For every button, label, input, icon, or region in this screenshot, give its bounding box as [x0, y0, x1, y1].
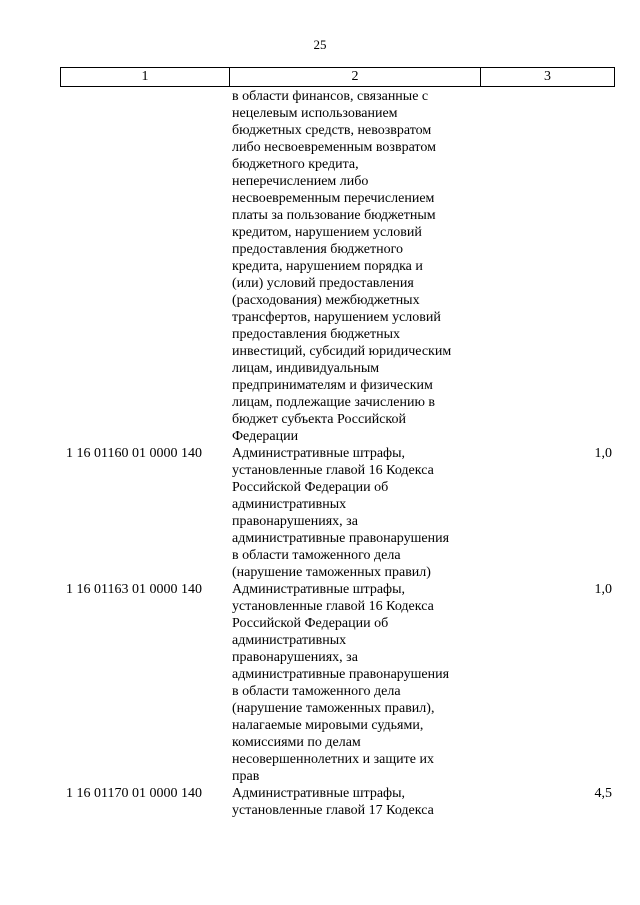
description-line: в области финансов, связанные с	[232, 89, 429, 104]
table-row	[60, 88, 615, 445]
description-line: предпринимателям и физическим	[232, 378, 433, 393]
description-line: Российской Федерации об	[232, 616, 389, 631]
description-line: (нарушение таможенных правил)	[232, 565, 431, 580]
row-value: 1,0	[594, 446, 612, 461]
row-value: 1,0	[594, 582, 612, 597]
description-line: бюджетных средств, невозвратом	[232, 123, 432, 138]
description-line: предоставления бюджетных	[232, 327, 400, 342]
description-line: несвоевременным перечислением	[232, 191, 435, 206]
table-body	[60, 88, 615, 819]
row-code	[60, 88, 229, 445]
description-line: административные правонарушения	[232, 531, 450, 546]
page-number: 25	[313, 37, 327, 52]
description-line: предоставления бюджетного	[232, 242, 403, 257]
table-header	[60, 67, 615, 87]
description-line: установленные главой 17 Кодекса	[232, 803, 434, 818]
description-line: Российской Федерации об	[232, 480, 389, 495]
row-code: 1 16 01160 01 0000 140	[66, 446, 202, 461]
description-line: Административные штрафы,	[232, 582, 406, 597]
description-line: Административные штрафы,	[232, 446, 406, 461]
row-value: 4,5	[594, 786, 612, 801]
description-line: правонарушениях, за	[232, 650, 358, 665]
description-line: инвестиций, субсидий юридическим	[232, 344, 452, 359]
description-line: административные правонарушения	[232, 667, 450, 682]
header-col-2: 2	[230, 68, 481, 86]
description-line: несовершеннолетних и защите их	[232, 752, 434, 767]
row-description	[229, 445, 480, 581]
description-line: бюджет субъекта Российской	[232, 412, 407, 427]
header-col-3: 3	[544, 69, 551, 84]
description-line: либо несвоевременным возвратом	[232, 140, 436, 155]
row-description	[229, 785, 480, 819]
row-value	[480, 88, 615, 445]
description-line: Федерации	[232, 429, 299, 444]
description-line: Административные штрафы,	[232, 786, 406, 801]
description-line: в области таможенного дела	[232, 684, 401, 699]
description-line: административных	[232, 497, 347, 512]
description-line: лицам, подлежащие зачислению в	[232, 395, 436, 410]
description-line: установленные главой 16 Кодекса	[232, 599, 434, 614]
row-description	[229, 88, 480, 445]
row-code: 1 16 01170 01 0000 140	[66, 786, 202, 801]
row-description	[229, 581, 480, 785]
table-row	[60, 581, 615, 785]
description-line: лицам, индивидуальным	[232, 361, 380, 376]
description-line: бюджетного кредита,	[232, 157, 359, 172]
description-line: платы за пользование бюджетным	[232, 208, 436, 223]
description-line: (нарушение таможенных правил),	[232, 701, 435, 716]
description-line: кредитом, нарушением условий	[232, 225, 422, 240]
description-line: (расходования) межбюджетных	[232, 293, 420, 308]
description-line: в области таможенного дела	[232, 548, 401, 563]
description-line: трансфертов, нарушением условий	[232, 310, 441, 325]
description-line: нецелевым использованием	[232, 106, 398, 121]
description-line: (или) условий предоставления	[232, 276, 414, 291]
description-line: правонарушениях, за	[232, 514, 358, 529]
description-line: налагаемые мировыми судьями,	[232, 718, 424, 733]
description-line: неперечислением либо	[232, 174, 369, 189]
description-line: установленные главой 16 Кодекса	[232, 463, 434, 478]
description-line: кредита, нарушением порядка и	[232, 259, 423, 274]
table-row	[60, 785, 615, 819]
header-col-1: 1	[61, 68, 230, 86]
row-code: 1 16 01163 01 0000 140	[66, 582, 202, 597]
description-line: административных	[232, 633, 347, 648]
description-line: комиссиями по делам	[232, 735, 361, 750]
table-row	[60, 445, 615, 581]
description-line: прав	[232, 769, 260, 784]
